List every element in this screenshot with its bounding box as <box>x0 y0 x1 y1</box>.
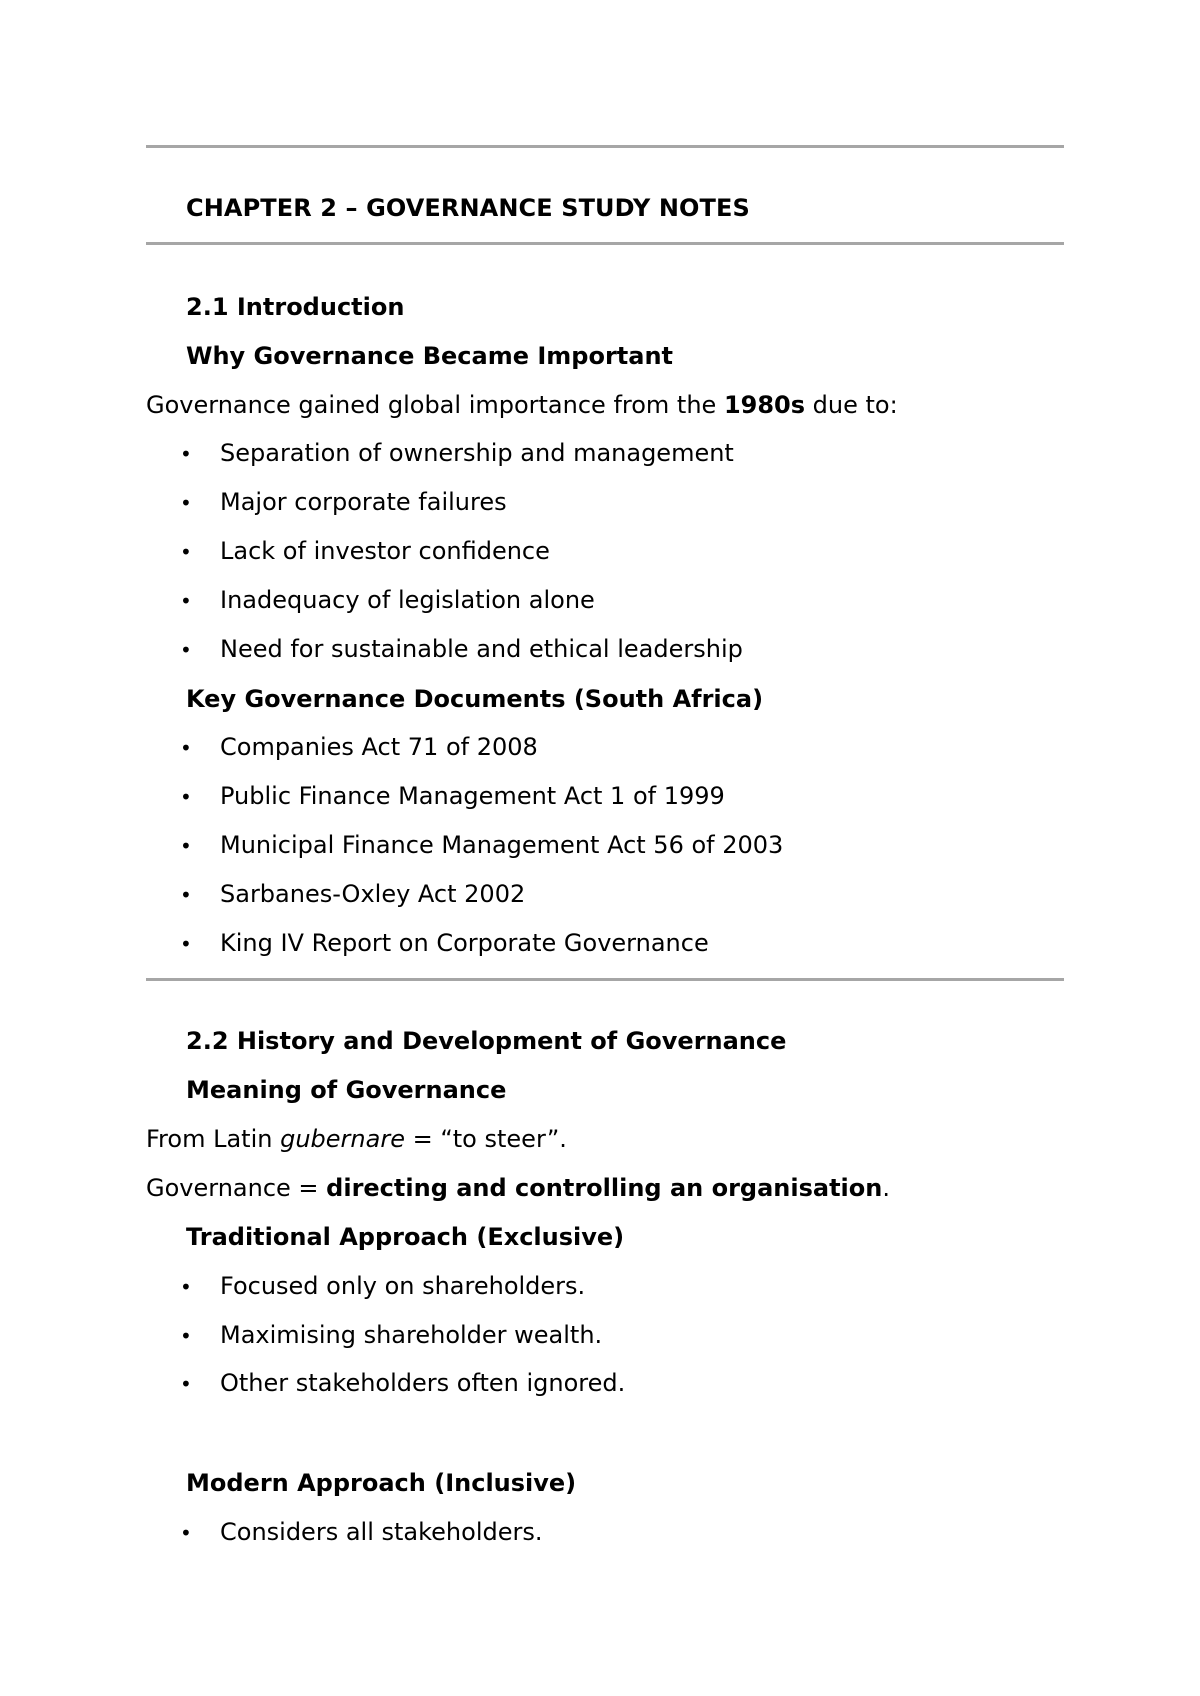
subheading-key-documents: Key Governance Documents (South Africa) <box>186 685 764 713</box>
bullet-icon: • <box>180 785 192 809</box>
paragraph-text: due to: <box>805 391 898 419</box>
list-item-text: Major corporate failures <box>220 488 507 516</box>
paragraph-text: . <box>882 1174 890 1202</box>
subheading-modern: Modern Approach (Inclusive) <box>186 1469 577 1497</box>
chapter-title: CHAPTER 2 – GOVERNANCE STUDY NOTES <box>186 194 750 222</box>
list-item-text: Need for sustainable and ethical leadership <box>220 635 743 663</box>
top-rule <box>146 145 1064 148</box>
list-item <box>180 781 725 812</box>
latin-origin-line <box>146 1124 567 1154</box>
paragraph-text: Governance = <box>146 1174 327 1202</box>
section-heading-2-1: 2.1 Introduction <box>186 293 405 321</box>
bullet-icon: • <box>180 883 192 907</box>
bullet-icon: • <box>180 1275 192 1299</box>
bullet-icon: • <box>180 932 192 956</box>
list-item-text: Municipal Finance Management Act 56 of 2003 <box>220 831 784 859</box>
list-item-text: Other stakeholders often ignored. <box>220 1369 626 1397</box>
bullet-icon: • <box>180 589 192 613</box>
list-item-text: Lack of investor confidence <box>220 537 550 565</box>
subheading-why-governance: Why Governance Became Important <box>186 342 674 370</box>
bullet-icon: • <box>180 442 192 466</box>
bullet-icon: • <box>180 638 192 662</box>
list-item-text: Maximising shareholder wealth. <box>220 1321 603 1349</box>
definition-emphasis: directing and controlling an organisation <box>326 1174 883 1202</box>
list-item-text: Inadequacy of legislation alone <box>220 586 595 614</box>
bullet-icon: • <box>180 540 192 564</box>
list-item <box>180 438 734 469</box>
paragraph-text: = “to steer”. <box>404 1125 567 1153</box>
list-item-text: Considers all stakeholders. <box>220 1518 543 1546</box>
bullet-icon: • <box>180 1324 192 1348</box>
list-item <box>180 1271 585 1302</box>
bullet-icon: • <box>180 736 192 760</box>
list-item <box>180 879 525 910</box>
importance-paragraph <box>146 390 898 420</box>
bullet-icon: • <box>180 834 192 858</box>
list-item-text: Separation of ownership and management <box>220 439 734 467</box>
paragraph-text: From Latin <box>146 1125 281 1153</box>
paragraph-text: Governance gained global importance from the <box>146 391 724 419</box>
list-item <box>180 1320 602 1351</box>
list-item-text: Focused only on shareholders. <box>220 1272 586 1300</box>
subheading-meaning: Meaning of Governance <box>186 1076 507 1104</box>
paragraph-emphasis: 1980s <box>723 391 806 419</box>
list-item-text: Sarbanes-Oxley Act 2002 <box>220 880 526 908</box>
list-item <box>180 1517 543 1548</box>
list-item <box>180 536 550 567</box>
list-item-text: King IV Report on Corporate Governance <box>220 929 709 957</box>
list-item <box>180 1368 625 1399</box>
bullet-icon: • <box>180 1521 192 1545</box>
list-item-text: Public Finance Management Act 1 of 1999 <box>220 782 725 810</box>
title-rule <box>146 242 1064 245</box>
section-heading-2-2: 2.2 History and Development of Governance <box>186 1027 787 1055</box>
section-rule <box>146 978 1064 981</box>
list-item <box>180 634 743 665</box>
subheading-traditional: Traditional Approach (Exclusive) <box>186 1223 625 1251</box>
bullet-icon: • <box>180 491 192 515</box>
list-item <box>180 830 783 861</box>
list-item <box>180 585 595 616</box>
bullet-icon: • <box>180 1372 192 1396</box>
list-item <box>180 928 709 959</box>
definition-line <box>146 1173 890 1203</box>
latin-word: gubernare <box>280 1125 405 1153</box>
list-item <box>180 487 507 518</box>
list-item <box>180 732 538 763</box>
list-item-text: Companies Act 71 of 2008 <box>220 733 538 761</box>
